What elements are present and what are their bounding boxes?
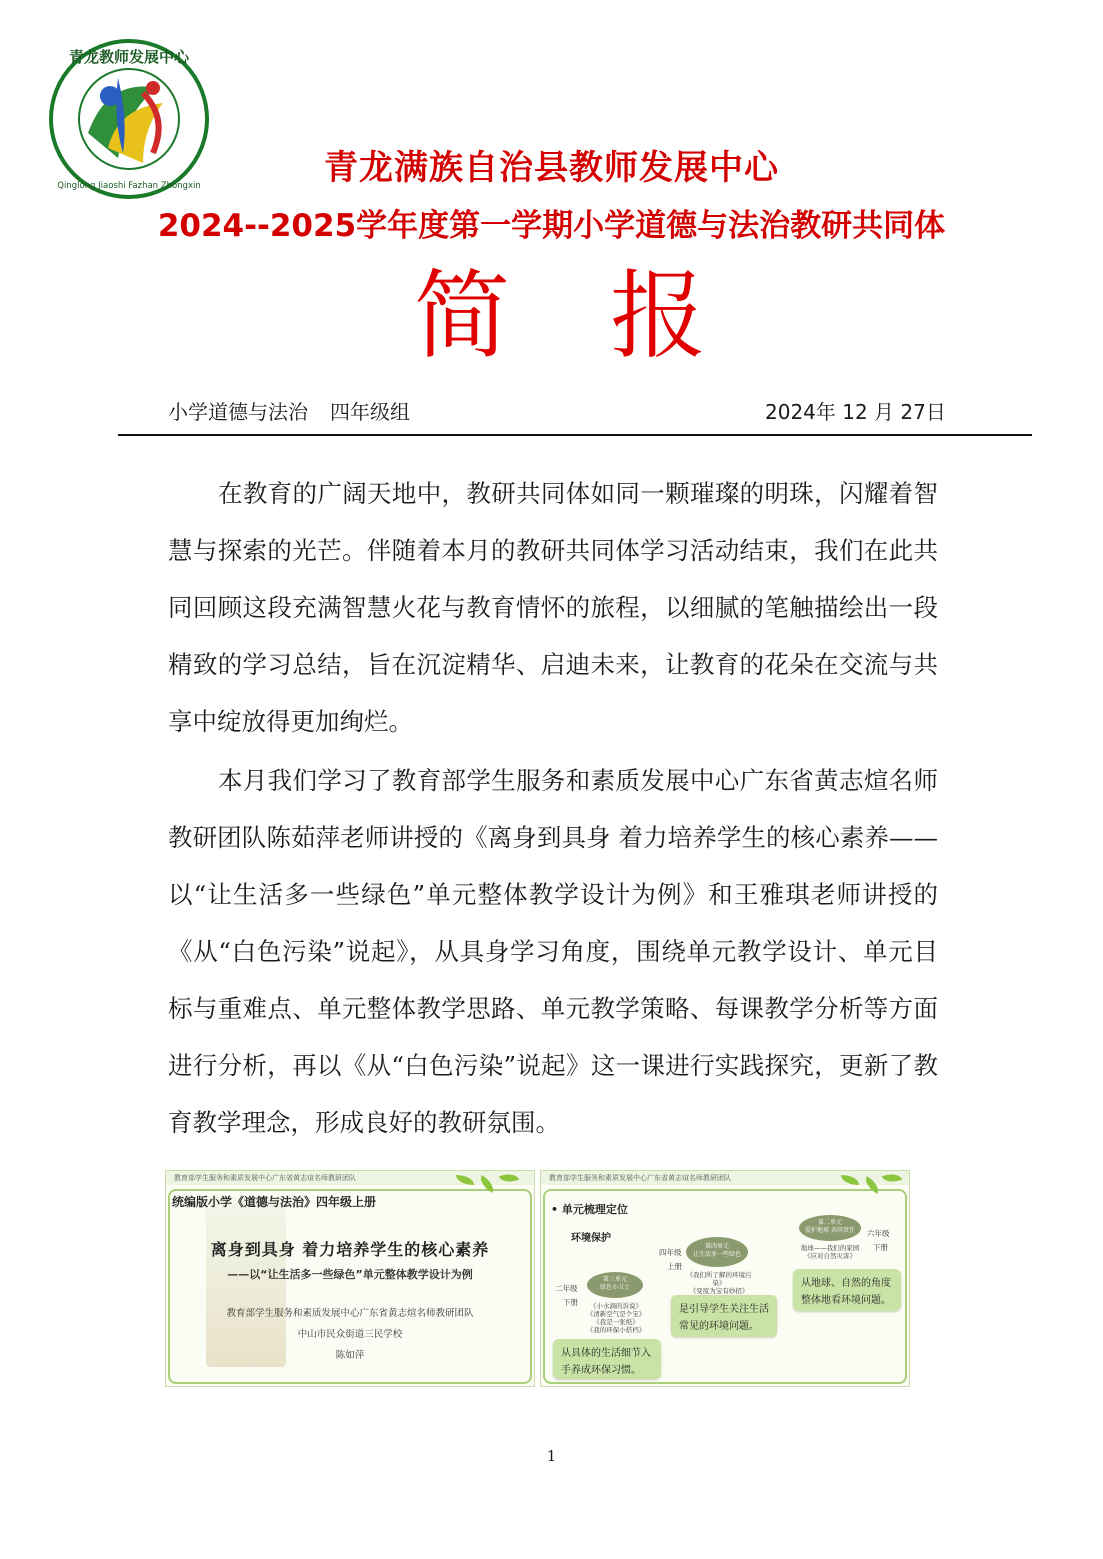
header-divider bbox=[118, 434, 1032, 436]
logo-pinyin-text: Qinglong Jiaoshi Fazhan Zhongxin bbox=[57, 181, 201, 191]
callout-grade6: 从地球、自然的角度整体地看环境问题。 bbox=[793, 1269, 901, 1311]
grade6-term: 下册 bbox=[873, 1243, 888, 1252]
unit-oval-grade6: 第二单元 爱护地球 共同责任 bbox=[799, 1215, 861, 1241]
logo-arc-text: 青龙教师发展中心 bbox=[68, 48, 190, 66]
slide1-top-label: 统编版小学《道德与法治》四年级上册 bbox=[172, 1195, 377, 1209]
paragraph-intro: 在教育的广阔天地中，教研共同体如同一颗璀璨的明珠，闪耀着智慧与探索的光芒。伴随着本月的教研共同体学习活动结束，我们在此共同回顾这段充满智慧火花与教育情怀的旅程，以细腻的笔触描绘出一段精致的学习总结，旨在沉淀精华、启迪未来，让教育的花朵在交流与共享中绽放得更加绚烂。 bbox=[168, 479, 938, 736]
slide2-env-label: 环境保护 bbox=[571, 1233, 611, 1244]
callout-grade4: 是引导学生关注生活常见的环境问题。 bbox=[671, 1295, 777, 1337]
lessons-grade2: 《小水滴的诉说》 《清新空气是个宝》 《我是一张纸》 《我的环保小搭档》 bbox=[586, 1302, 646, 1334]
slide1-sub-title: ——以“让生活多一些绿色”单元整体教学设计为例 bbox=[227, 1268, 473, 1281]
paragraph-study: 本月我们学习了教育部学生服务和素质发展中心广东省黄志煊名师教研团队陈茹萍老师讲授的《离身到具身 着力培养学生的核心素养——以“让生活多一些绿色”单元整体教学设计为例》和王雅琪老师讲授的《从“白色污染”说起》，从具身学习角度，围绕单元教学设计、单元目标与重难点、单元整体教学思路、单元教学策略、每课教学分析等方面进行分析，再以《从“白色污染”说起》这一课进行实践探究，更新了教育教学理念，形成良好的教研氛围。 bbox=[168, 766, 938, 1137]
lessons-grade4: 《我们所了解的环境污染》 《变废为宝有妙招》 bbox=[686, 1271, 752, 1295]
slide1-team: 教育部学生服务和素质发展中心广东省黄志煊名师教研团队 bbox=[226, 1308, 474, 1319]
slide2-title-text: 单元梳理定位 bbox=[561, 1203, 628, 1216]
report-subtitle: 2024--2025学年度第一学期小学道德与法治教研共同体 bbox=[157, 208, 946, 244]
grade4-term: 上册 bbox=[667, 1262, 682, 1271]
callout-grade2: 从具体的生活细节入手养成环保习惯。 bbox=[553, 1339, 661, 1379]
group-label: 四年级组 bbox=[330, 400, 410, 424]
meta-subject-group bbox=[168, 396, 432, 425]
page-number: 1 bbox=[546, 1447, 557, 1465]
textbook-cover-image bbox=[206, 1197, 286, 1367]
slide2-title: • 单元梳理定位 bbox=[551, 1203, 628, 1216]
unit-oval-grade4: 第四单元 让生活多一些绿色 bbox=[686, 1237, 748, 1267]
lessons-grade6: 地球——我们的家园 《应对自然灾害》 bbox=[800, 1244, 860, 1260]
slide2-header: 教育部学生服务和素质发展中心广东省黄志煊名师教研团队 bbox=[541, 1171, 909, 1185]
slide1-main-title: 离身到具身 着力培养学生的核心素养 bbox=[210, 1240, 490, 1259]
slide1-author: 陈如萍 bbox=[335, 1350, 365, 1361]
grade2-label: 二年级 bbox=[555, 1284, 578, 1293]
slide1-header: 教育部学生服务和素质发展中心广东省黄志煊名师教研团队 bbox=[166, 1171, 534, 1185]
report-date: 2024年 12 月 27日 bbox=[765, 400, 946, 424]
subject-label: 小学道德与法治 bbox=[168, 400, 308, 424]
unit-oval-grade2: 第三单元 绿色小卫士 bbox=[587, 1272, 643, 1298]
slide-cover-image bbox=[165, 1170, 535, 1387]
grade2-term: 下册 bbox=[563, 1298, 578, 1307]
organization-name: 青龙满族自治县教师发展中心 bbox=[324, 148, 779, 188]
slide1-school: 中山市民众街道三民学校 bbox=[297, 1329, 403, 1340]
report-title: 简报 bbox=[414, 260, 806, 372]
grade6-label: 六年级 bbox=[867, 1229, 890, 1238]
grade4-label: 四年级 bbox=[659, 1248, 682, 1257]
slide-unit-positioning bbox=[540, 1170, 910, 1387]
